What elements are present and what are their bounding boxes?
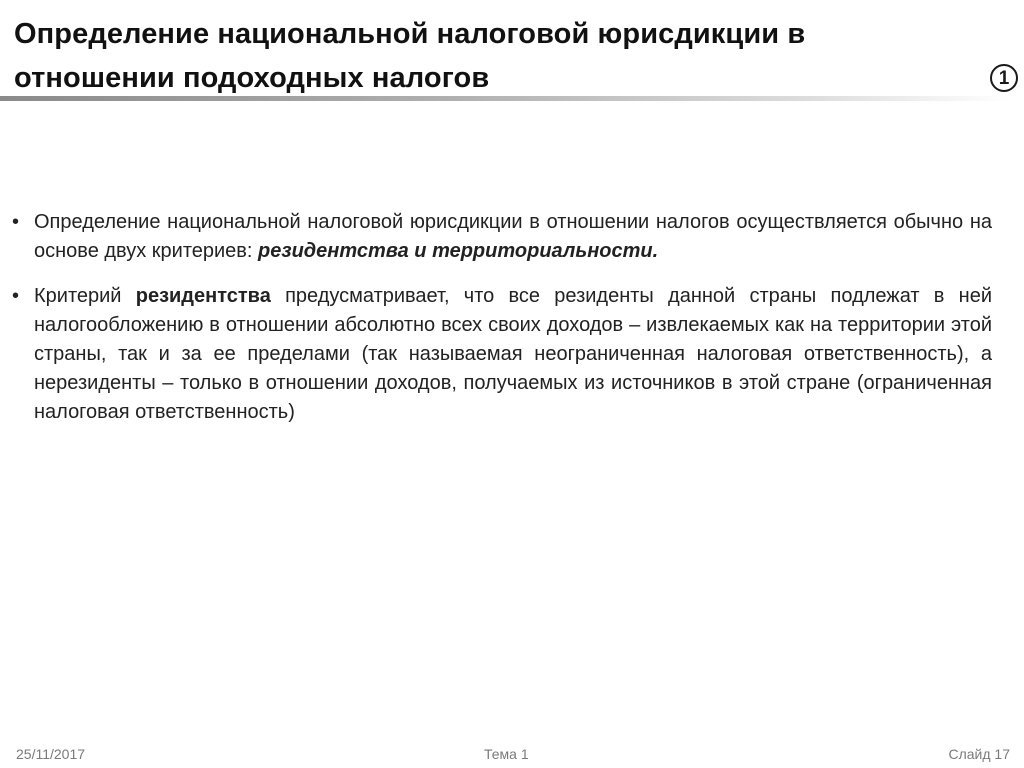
slide-number-badge: 1	[990, 64, 1018, 92]
bullet-emphasis: резидентства и территориальности.	[258, 240, 659, 262]
bullet-text-part: предусматривает, что все резиденты данной страны подлежат в ней налогообложению в отношении абсолютно всех своих доходов – извлекаемых как на территории этой страны, так и за ее пределами (так называемая неограниченная налоговая ответственность), а нерезиденты – только в отношении доходов, получаемых из источников в этой стране (ограниченная налоговая ответственность)	[34, 285, 992, 423]
slide-content	[12, 208, 1002, 443]
bullet-text-part: Определение национальной налоговой юрисдикции в отношении налогов осуществляется обычно на основе двух критериев:	[34, 211, 992, 262]
bullet-marker: •	[12, 285, 20, 307]
title-divider	[0, 96, 1010, 101]
footer-slide-number: Слайд 17	[948, 746, 1010, 762]
footer-topic: Тема 1	[484, 746, 529, 762]
slide-title: Определение национальной налоговой юрисдикции в отношении подоходных налогов	[14, 18, 806, 94]
bullet-item	[12, 282, 1002, 427]
footer-date: 25/11/2017	[16, 746, 86, 762]
bullet-text	[34, 208, 1002, 266]
bullet-emphasis: резидентства	[135, 285, 271, 307]
bullet-text	[34, 282, 1002, 427]
bullet-text-part: Критерий	[34, 285, 136, 307]
bullet-marker: •	[12, 211, 20, 233]
bullet-item	[12, 208, 1002, 266]
